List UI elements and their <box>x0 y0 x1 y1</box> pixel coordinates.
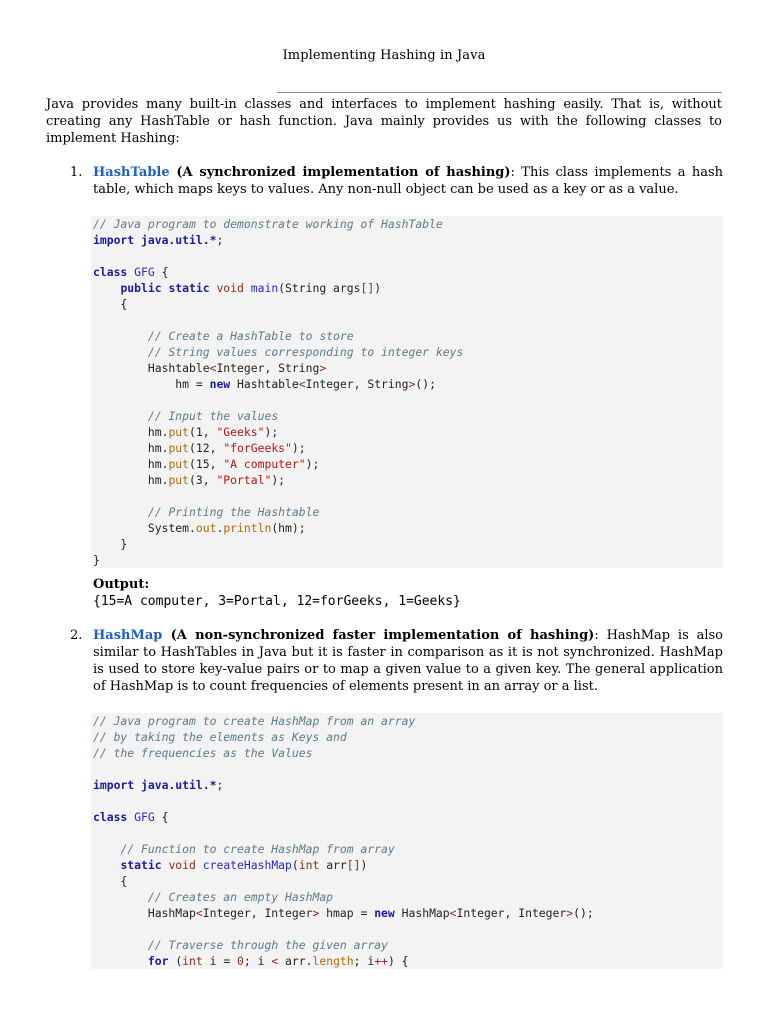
code-token-plain: Hashtable <box>93 361 210 375</box>
code-token-member: put <box>168 457 190 471</box>
code-token-type: [] <box>360 281 375 295</box>
code-line <box>93 360 723 376</box>
code-line <box>93 793 723 809</box>
code-token-plain <box>93 281 120 295</box>
code-token-plain: Integer, String <box>216 361 320 375</box>
code-line <box>93 440 723 456</box>
code-token-plain <box>93 954 148 968</box>
list-item-number: 2. <box>70 628 83 643</box>
code-token-plain: ); <box>291 441 306 455</box>
code-line <box>93 777 723 793</box>
hashtable-body: : This class implements a hash table, which maps keys to values. Any non-null object can be used as a key or as a value. <box>93 165 724 197</box>
code-token-plain: (String args <box>278 281 361 295</box>
code-token-keyword: class <box>93 810 135 824</box>
hashtable-term: HashTable <box>93 165 170 180</box>
code-token-comment: // Input the values <box>147 409 279 423</box>
code-line <box>93 280 723 296</box>
code-token-type: 0 <box>237 954 244 968</box>
code-token-plain <box>93 842 120 856</box>
code-token-type: void <box>168 858 203 872</box>
code-token-plain: (15, <box>189 457 224 471</box>
code-token-plain: (3, <box>189 473 217 487</box>
code-token-plain: . <box>216 521 224 535</box>
code-token-comment: // String values corresponding to integer keys <box>147 345 464 359</box>
code-token-plain: ) <box>374 281 382 295</box>
code-token-plain: ; i <box>243 954 272 968</box>
code-token-type: [] <box>346 858 361 872</box>
code-line <box>93 761 723 777</box>
code-line <box>93 504 723 520</box>
code-token-type: > <box>566 906 574 920</box>
code-token-keyword: new <box>209 377 238 391</box>
code-token-keyword: import java.util.* <box>93 778 217 792</box>
code-line <box>93 745 723 761</box>
code-token-plain: ); <box>264 425 279 439</box>
hashmap-term-description: (A non-synchronized faster implementation of hashing) <box>162 628 595 643</box>
code-line <box>93 937 723 953</box>
code-token-comment: // Creates an empty HashMap <box>147 890 334 904</box>
code-line <box>93 424 723 440</box>
code-token-plain: HashMap <box>93 906 196 920</box>
code-token-keyword: public static <box>120 281 217 295</box>
code-token-member: put <box>168 425 190 439</box>
code-line <box>93 536 723 552</box>
code-token-plain: Hashtable <box>237 377 299 391</box>
output-label: Output: <box>93 577 150 592</box>
code-line <box>93 328 723 344</box>
code-block-hashtable <box>91 216 723 568</box>
code-line <box>93 248 723 264</box>
code-token-plain <box>93 505 148 519</box>
code-token-keyword: import java.util.* <box>93 233 217 247</box>
code-token-plain: arr <box>326 858 347 872</box>
code-token-plain: hm = <box>93 377 210 391</box>
code-token-fn: createHashMap <box>202 858 292 872</box>
code-token-plain <box>93 409 148 423</box>
code-line <box>93 408 723 424</box>
code-token-plain: hm. <box>93 457 169 471</box>
list-item-text <box>93 627 723 695</box>
code-line <box>93 472 723 488</box>
hashmap-term: HashMap <box>93 628 163 643</box>
code-token-plain: arr. <box>278 954 313 968</box>
code-token-plain: ; <box>216 233 224 247</box>
code-token-plain: hm. <box>93 441 169 455</box>
code-line <box>93 552 723 568</box>
code-token-plain: (); <box>415 377 436 391</box>
code-token-type: < <box>298 377 306 391</box>
code-token-comment: // Java program to create HashMap from an array <box>93 714 416 728</box>
code-token-plain: } <box>93 537 128 551</box>
code-token-plain <box>93 890 148 904</box>
code-token-comment: // Create a HashTable to store <box>147 329 354 343</box>
code-line <box>93 889 723 905</box>
code-token-plain: hmap = <box>319 906 375 920</box>
code-token-plain: Integer, Integer <box>202 906 313 920</box>
code-token-plain: ) <box>360 858 368 872</box>
code-token-string: "forGeeks" <box>223 441 292 455</box>
code-token-type: int <box>298 858 327 872</box>
code-token-type: void <box>216 281 251 295</box>
code-token-keyword: static <box>120 858 169 872</box>
code-token-plain: System. <box>93 521 196 535</box>
page-title: Implementing Hashing in Java <box>282 48 486 63</box>
code-token-plain: i = <box>209 954 238 968</box>
code-token-type: < <box>195 906 203 920</box>
code-token-member: out <box>195 521 217 535</box>
code-token-plain: hm. <box>93 425 169 439</box>
code-token-type: < <box>271 954 279 968</box>
code-token-plain: Integer, String <box>305 377 409 391</box>
code-token-type: > <box>312 906 320 920</box>
code-token-keyword: new <box>374 906 402 920</box>
code-line <box>93 953 723 969</box>
hashtable-term-description: (A synchronized implementation of hashing) <box>169 165 511 180</box>
code-token-member: println <box>223 521 272 535</box>
code-line <box>93 456 723 472</box>
code-token-comment: // Java program to demonstrate working of HashTable <box>93 217 443 231</box>
code-line <box>93 216 723 232</box>
code-token-comment: // by taking the elements as Keys and <box>93 730 347 744</box>
code-token-comment: // Function to create HashMap from array <box>120 842 395 856</box>
code-token-comment: // Printing the Hashtable <box>147 505 320 519</box>
code-token-comment: // Traverse through the given array <box>147 938 388 952</box>
code-token-string: "A computer" <box>223 457 306 471</box>
code-line <box>93 264 723 280</box>
code-token-plain: (); <box>573 906 594 920</box>
code-token-plain: (1, <box>189 425 217 439</box>
code-token-plain <box>93 329 148 343</box>
code-token-plain: Integer, Integer <box>456 906 567 920</box>
code-token-plain: ; i <box>353 954 375 968</box>
code-token-member: put <box>168 441 190 455</box>
code-token-plain: ) { <box>387 954 409 968</box>
code-line <box>93 392 723 408</box>
code-token-fn: GFG <box>134 265 155 279</box>
code-token-type: > <box>408 377 416 391</box>
code-token-comment: // the frequencies as the Values <box>93 746 313 760</box>
code-token-plain: { <box>154 810 169 824</box>
code-token-plain: { <box>93 874 128 888</box>
hashmap-body: : HashMap is also similar to HashTables in Java but it is faster in comparison as it is not synchronized. HashMap is used to store key-value pairs or to map a given value to a given key. The general application of HashMap is to count frequencies of elements present in an array or a list. <box>93 628 724 694</box>
code-line <box>93 296 723 312</box>
code-token-plain: ; <box>216 778 224 792</box>
code-token-keyword: class <box>93 265 135 279</box>
code-line <box>93 312 723 328</box>
code-token-plain: ); <box>271 473 286 487</box>
code-line <box>93 809 723 825</box>
code-line <box>93 857 723 873</box>
code-token-plain: ( <box>175 954 183 968</box>
code-token-plain <box>93 345 148 359</box>
code-token-type: < <box>209 361 217 375</box>
code-token-plain: ); <box>305 457 320 471</box>
code-block-hashmap <box>91 713 723 969</box>
code-line <box>93 729 723 745</box>
code-token-plain <box>93 858 120 872</box>
list-item-text <box>93 164 723 198</box>
code-token-string: "Geeks" <box>216 425 265 439</box>
code-token-plain: { <box>93 297 128 311</box>
code-token-type: < <box>449 906 457 920</box>
code-token-keyword: for <box>147 954 176 968</box>
output-value: {15=A computer, 3=Portal, 12=forGeeks, 1=Geeks} <box>93 594 461 609</box>
code-token-type: int <box>182 954 210 968</box>
code-token-fn: main <box>250 281 279 295</box>
code-line <box>93 376 723 392</box>
code-line <box>93 232 723 248</box>
code-line <box>93 488 723 504</box>
code-line <box>93 520 723 536</box>
code-token-string: "Portal" <box>216 473 272 487</box>
code-token-member: put <box>168 473 190 487</box>
code-token-plain: { <box>154 265 169 279</box>
intro-paragraph: Java provides many built-in classes and interfaces to implement hashing easily. That is, without creating any HashTable or hash function. Java mainly provides us with the following classes to implement Hashing: <box>46 97 722 146</box>
code-line <box>93 921 723 937</box>
code-token-plain: (hm); <box>271 521 306 535</box>
title-divider <box>277 92 722 93</box>
code-token-member: length <box>312 954 354 968</box>
code-line <box>93 713 723 729</box>
code-token-plain <box>93 938 148 952</box>
code-token-plain: ( <box>291 858 299 872</box>
code-token-plain: (12, <box>189 441 224 455</box>
code-line <box>93 344 723 360</box>
code-token-type: > <box>319 361 327 375</box>
list-item-number: 1. <box>70 165 83 180</box>
code-line <box>93 873 723 889</box>
code-token-plain: hm. <box>93 473 169 487</box>
code-line <box>93 905 723 921</box>
code-line <box>93 825 723 841</box>
code-line <box>93 841 723 857</box>
code-token-plain: } <box>93 553 100 567</box>
code-token-type: ++ <box>374 954 388 968</box>
code-token-plain: HashMap <box>401 906 450 920</box>
code-token-fn: GFG <box>134 810 155 824</box>
